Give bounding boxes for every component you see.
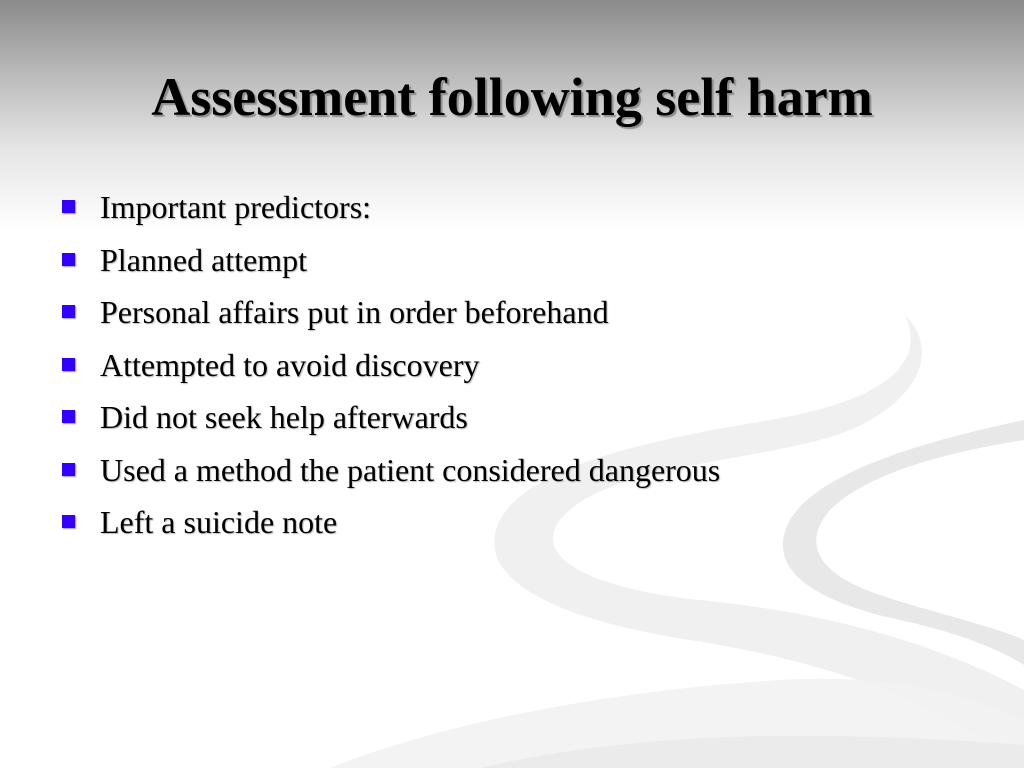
slide-title: Assessment following self harm (151, 67, 873, 127)
bullet-text: Did not seek help afterwards (100, 399, 468, 435)
bullet-text: Planned attempt (100, 241, 308, 278)
square-bullet-icon (62, 410, 75, 423)
square-bullet-icon (62, 200, 75, 213)
bullet-text: Left a suicide note (100, 504, 338, 540)
bullet-item-personal-affairs (62, 289, 720, 342)
bullet-list (62, 184, 720, 552)
bullet-item-no-help (62, 394, 720, 447)
bullet-text: Attempted to avoid discovery (100, 346, 480, 383)
bullet-item-planned-attempt (62, 237, 720, 290)
square-bullet-icon (62, 358, 75, 371)
bullet-item-avoid-discovery (62, 342, 720, 395)
bullet-item-important-predictors (62, 184, 720, 237)
bullet-item-dangerous-method (62, 447, 720, 500)
square-bullet-icon (62, 463, 75, 476)
bullet-text: Used a method the patient considered dangerous (100, 451, 721, 488)
square-bullet-icon (62, 515, 75, 528)
bullet-text: Personal affairs put in order beforehand (100, 294, 609, 330)
bullet-text: Important predictors: (100, 189, 372, 225)
square-bullet-icon (62, 305, 75, 318)
bullet-item-suicide-note (62, 499, 720, 552)
square-bullet-icon (62, 253, 75, 266)
